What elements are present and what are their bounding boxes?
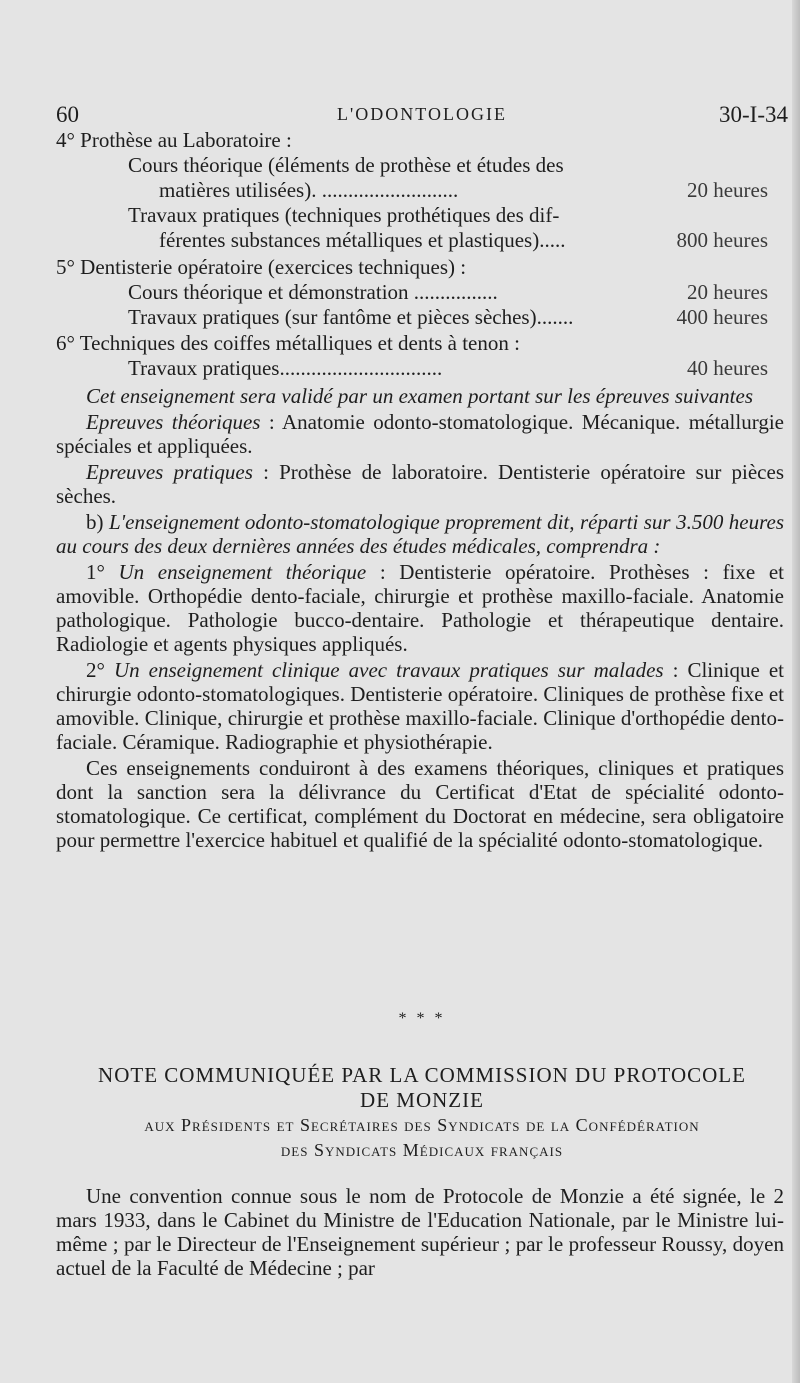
list-label: férentes substances métalliques et plastiques)..... xyxy=(159,228,566,252)
paragraph xyxy=(56,460,784,508)
list-item xyxy=(56,178,784,202)
journal-title: L'ODONTOLOGIE xyxy=(337,104,507,124)
italic-text: Cet enseignement sera validé par un examen portant sur les épreuves suivantes xyxy=(86,384,753,408)
paragraph xyxy=(56,560,784,656)
list-hours: 800 heures xyxy=(676,228,768,252)
page-edge xyxy=(792,0,800,1383)
paragraph: Une convention connue sous le nom de Protocole de Monzie a été signée, le 2 mars 1933, dans le Cabinet du Ministre de l'Education Nationale, par le Ministre lui-même ; par le Directeur de l'Enseignement supérieur ; par le professeur Roussy, doyen actuel de la Faculté de Médecine ; par xyxy=(56,1184,784,1280)
list-label: Travaux pratiques............................... xyxy=(128,356,443,380)
list-label: 5° Dentisterie opératoire (exercices techniques) : xyxy=(56,255,467,279)
note-text xyxy=(56,1184,784,1280)
list-hours: 40 heures xyxy=(686,356,768,380)
page-number: 60 xyxy=(56,102,79,127)
list-label: 6° Techniques des coiffes métalliques et dents à tenon : xyxy=(56,331,520,355)
paragraph-text: : Anatomie odonto-stomatologique. Mécanique. métallurgie spéciales et appliquées. xyxy=(56,410,784,458)
list-item xyxy=(56,305,784,329)
italic-lead: Epreuves pratiques xyxy=(86,460,253,484)
italic-text: Un enseignement théorique xyxy=(118,560,367,584)
paragraph: Ces enseignements conduiront à des examens théoriques, cliniques et pratiques dont la sanction sera la délivrance du Certificat d'Etat de spécialité odonto-stomatologique. Ce certificat, complément du Doctorat en médecine, sera obligatoire pour permettre l'exercice habituel et qualifié de la spécialité odonto-stomatologique. xyxy=(56,756,784,852)
asterism: * * * xyxy=(398,1010,446,1027)
list-label: Travaux pratiques (sur fantôme et pièces sèches)....... xyxy=(128,305,574,329)
list-label: Cours théorique et démonstration ................ xyxy=(128,280,498,304)
paragraph xyxy=(56,410,784,458)
list-item xyxy=(56,331,784,355)
italic-text: L'enseignement odonto-stomatologique proprement dit, réparti sur 3.500 heures au cours des deux dernières années des études médicales, comprendra : xyxy=(56,510,784,558)
list-hours: 20 heures xyxy=(686,280,768,304)
list-item xyxy=(56,153,784,177)
list-label: Travaux pratiques (techniques prothétiques des dif- xyxy=(128,203,560,227)
section-title-line2: DE MONZIE xyxy=(360,1088,484,1112)
list-item xyxy=(56,128,784,152)
section-subtitle-line2: des Syndicats Médicaux français xyxy=(280,1140,564,1160)
paragraph-text: : Prothèse de laboratoire. Dentisterie opératoire sur pièces sèches. xyxy=(56,460,784,508)
paragraph-text: : Clinique et chirurgie odonto-stomatologiques. Dentisterie opératoire. Cliniques de prothèse fixe et amovible. Clinique, chirurgie et prothèse maxillo-faciale. Clinique d'orthopédie dento-faciale. Céramique. Radiographie et physiothérapie. xyxy=(56,658,784,754)
paragraph-lead: 1° xyxy=(86,560,119,584)
list-hours: 400 heures xyxy=(676,305,768,329)
paragraph xyxy=(56,510,784,558)
paragraph-text: : Dentisterie opératoire. Prothèses : fixe et amovible. Orthopédie dento-faciale, chirurgie et prothèse maxillo-faciale. Anatomie pathologique. Pathologie bucco-dentaire. Pathologie et thérapeutique dentaire. Radiologie et agents physiques appliqués. xyxy=(56,560,784,656)
list-item xyxy=(56,203,784,227)
section-subtitle: aux Présidents et Secrétaires des Syndicats de la Confédération xyxy=(144,1115,700,1135)
issue-date: 30-I-34 xyxy=(719,102,788,127)
paragraph-lead: b) xyxy=(86,510,109,534)
list-label: 4° Prothèse au Laboratoire : xyxy=(56,128,292,152)
list-label: matières utilisées). .......................... xyxy=(159,178,459,202)
body-text xyxy=(56,384,784,852)
list-item xyxy=(56,356,784,380)
list-item xyxy=(56,280,784,304)
paragraph xyxy=(56,658,784,754)
italic-lead: Epreuves théoriques xyxy=(86,410,261,434)
paragraph-lead: 2° xyxy=(86,658,114,682)
list-hours: 20 heures xyxy=(686,178,768,202)
list-item xyxy=(56,228,784,252)
list-item xyxy=(56,255,784,279)
section-title: NOTE COMMUNIQUÉE PAR LA COMMISSION DU PROTOCOLE xyxy=(98,1063,746,1087)
italic-text: Un enseignement clinique avec travaux pratiques sur malades xyxy=(113,658,664,682)
list-label: Cours théorique (éléments de prothèse et études des xyxy=(128,153,564,177)
paragraph xyxy=(56,384,784,408)
